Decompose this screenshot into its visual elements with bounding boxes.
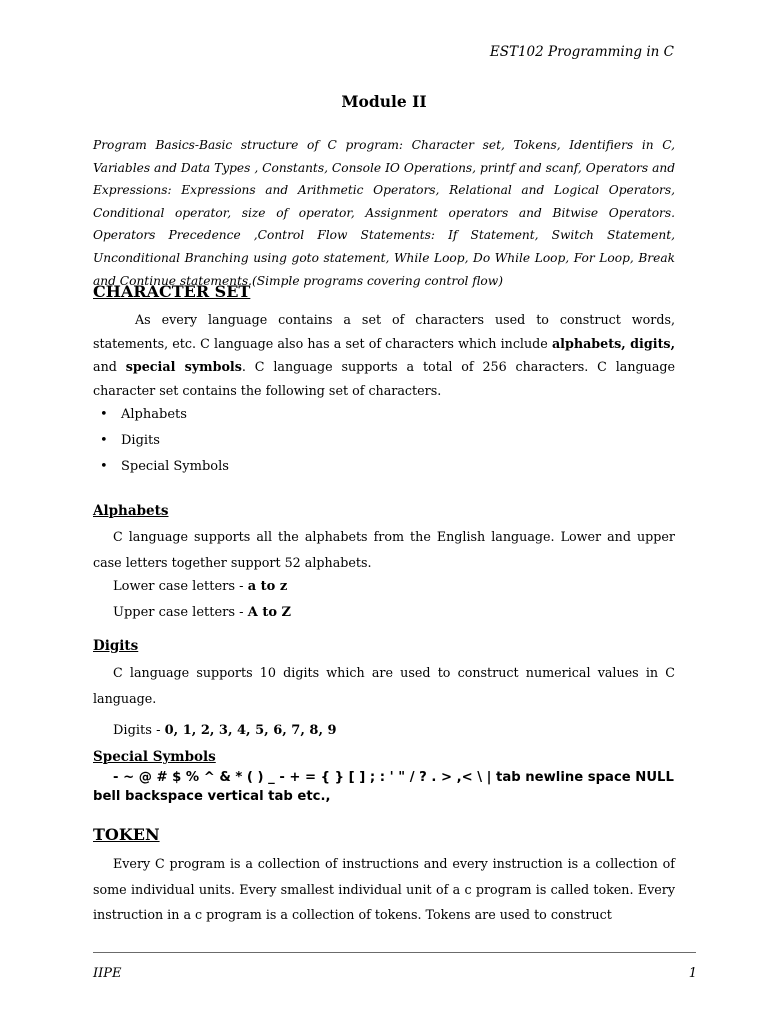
bullet-icon: • xyxy=(100,407,108,422)
bullet-icon: • xyxy=(100,433,108,448)
syllabus-paragraph: Program Basics-Basic structure of C program: Character set, Tokens, Identifiers in C, Variables and Data Types , Constants, Console IO Operations, printf and scanf, Operators and Expressions: Expressions and Arithmetic Operators, Relational and Logical Operators, Conditional operator, size of operator, Assignment operators and Bitwise Operators. Operators Precedence ,Control Flow Statements: If Statement, Switch Statement, Unconditional Branching using goto statement, While Loop, Do While Loop, For Loop, Break and Continue statements.(Simple programs covering control flow) xyxy=(93,138,675,288)
lower-case-value: a to z xyxy=(247,579,288,594)
list-item-label: Special Symbols xyxy=(121,459,229,474)
digits-paragraph: C language supports 10 digits which are used to construct numerical values in C language. xyxy=(93,665,675,706)
intro-text-3: . C language supports a total of 256 characters. C language character set contains the following set of characters. xyxy=(93,359,676,398)
list-item-label: Alphabets xyxy=(121,407,187,422)
special-symbols-text: - ~ @ # $ % ^ & * ( ) _ - + = { } [ ] ; : ' " / ? . > ,< \ | tab newline space NULL bell backspace vertical tab etc., xyxy=(93,770,674,804)
token-heading: TOKEN xyxy=(93,825,160,844)
intro-text-1: As every language contains a set of characters used to construct words, statements, etc. C language also has a set of characters which include xyxy=(93,312,675,351)
list-item xyxy=(93,403,229,429)
page-number: 1 xyxy=(688,966,697,981)
digits-label: Digits - xyxy=(113,723,165,738)
lower-case-line xyxy=(113,579,287,594)
alphabets-paragraph: C language supports all the alphabets from the English language. Lower and upper case letters together support 52 alphabets. xyxy=(93,529,675,570)
character-set-intro xyxy=(93,308,675,402)
footer-divider xyxy=(93,952,696,953)
intro-text-2: and xyxy=(93,359,126,374)
upper-case-label: Upper case letters - xyxy=(113,605,248,620)
intro-bold-1: alphabets, digits, xyxy=(551,335,675,351)
digits-heading: Digits xyxy=(93,638,139,654)
digits-value: 0, 1, 2, 3, 4, 5, 6, 7, 8, 9 xyxy=(164,723,337,738)
bullet-icon: • xyxy=(100,459,108,474)
list-item-label: Digits xyxy=(121,433,160,448)
footer-institution: IIPE xyxy=(93,966,122,981)
digits-line xyxy=(113,723,337,738)
special-symbols-heading: Special Symbols xyxy=(93,749,216,765)
character-set-list xyxy=(93,403,229,481)
lower-case-label: Lower case letters - xyxy=(113,579,248,594)
intro-bold-2: special symbols xyxy=(125,359,242,374)
list-item xyxy=(93,455,229,481)
upper-case-value: A to Z xyxy=(247,605,292,620)
module-title: Module II xyxy=(341,92,427,111)
upper-case-line xyxy=(113,605,291,620)
header-course-title: EST102 Programming in C xyxy=(489,44,674,60)
list-item xyxy=(93,429,229,455)
alphabets-heading: Alphabets xyxy=(93,503,169,519)
token-paragraph: Every C program is a collection of instructions and every instruction is a collection of some individual units. Every smallest individual unit of a c program is called token. Every instruction in a c program is a collection of tokens. Tokens are used to construct xyxy=(93,856,675,922)
character-set-heading: CHARACTER SET xyxy=(93,282,251,301)
